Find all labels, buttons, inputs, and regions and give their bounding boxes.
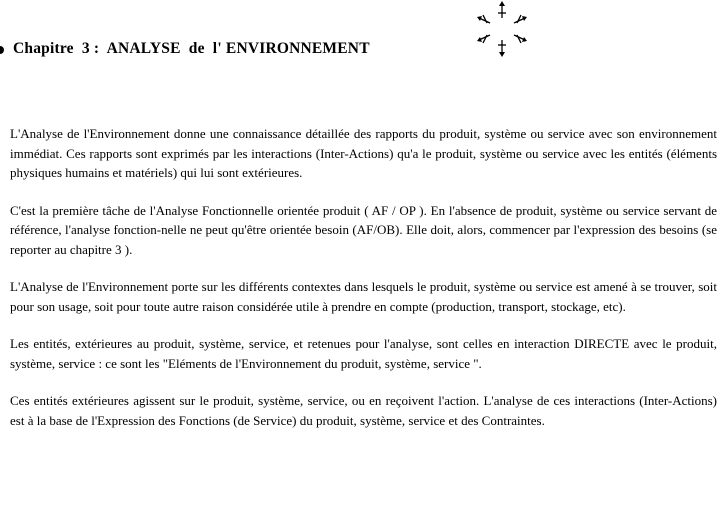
paragraph-interactions: Ces entités extérieures agissent sur le produit, système, service, ou en reçoivent l'action. L'analyse de ces interactions (Inter-Actions) est à la base de l'Expression des Fonctions (de Service) du produit, système, service et des Contraintes. — [10, 393, 717, 428]
paragraph-intro: L'Analyse de l'Environnement donne une connaissance détaillée des rapports du produit, système ou service avec son environnement immédiat. Ces rapports sont exprimés par les interactions (Inter-Actions) qu'a le produit, système ou service avec les entités (éléments physiques humains et matériels) qui lui sont extérieures. — [10, 126, 717, 180]
paragraph-entities: Les entités, extérieures au produit, système, service, et retenues pour l'analyse, sont celles en interaction DIRECTE avec le produit, système, service : ce sont les "Eléments de l'Environnement du produit, système, service ". — [10, 336, 717, 371]
chapter-body — [10, 124, 717, 448]
compass-arrows-icon[interactable] — [475, 1, 529, 57]
paragraph-contexts: L'Analyse de l'Environnement porte sur les différents contextes dans lesquels le produit, système ou service est amené à se trouver, soit pour son usage, soit pour toute autre raison considérée utile à prendre en compte (production, transport, stockage, etc). — [10, 279, 717, 314]
chapter-title: Chapitre 3 : ANALYSE de l' ENVIRONNEMENT — [13, 40, 370, 57]
paragraph-first-task: C'est la première tâche de l'Analyse Fonctionnelle orientée produit ( AF / OP ). En l'absence de produit, système ou service servant de référence, l'analyse fonction-nelle ne peut qu'être orientée besoin (AF/OB). Elle doit, alors, commencer par l'expression des besoins (se reporter au chapitre 3 ). — [10, 202, 717, 257]
chapter-header — [0, 38, 728, 62]
bullet-icon — [0, 46, 6, 54]
